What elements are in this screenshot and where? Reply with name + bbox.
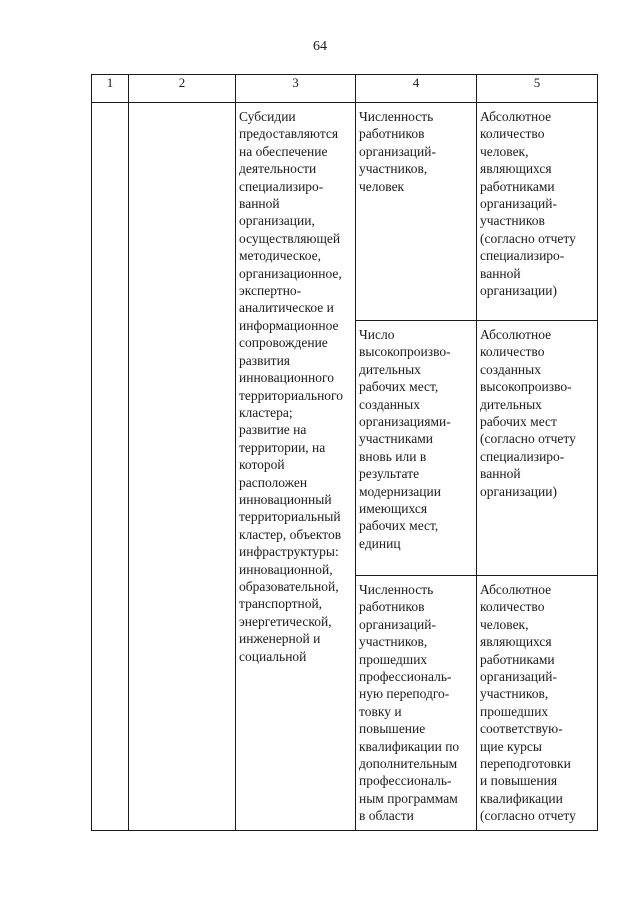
indicator-cell xyxy=(356,321,477,576)
subsidy-purpose-cell xyxy=(236,103,356,831)
column-header-4: 4 xyxy=(356,75,477,103)
table-header-row xyxy=(92,75,598,103)
subsidy-purpose-text: Субсидии предоставляются на обеспечение деятельности специализиро- ванной организации, осуществляющей методическое, организационное, экспертно- аналитическое и информационное сопровождение развития инновационного территориального кластера; развитие на территории, на которой расположен инновационный территориальный кластер, объектов инфраструктуры: инновационной, образовательной, транспортной, энергетической, инженерной и социальной xyxy=(239,109,343,664)
column-2-cell xyxy=(129,103,236,831)
method-cell xyxy=(477,576,598,831)
column-header-3: 3 xyxy=(236,75,356,103)
method-text: Абсолютное количество человек, являющихся работниками организаций- участников, прошедших соответствую- щие курсы переподготовки и повышения квалификации (согласно отчету xyxy=(480,582,576,824)
table-row xyxy=(92,103,598,321)
column-1-cell xyxy=(92,103,129,831)
column-header-2: 2 xyxy=(129,75,236,103)
indicator-text: Число высокопроизво- дительных рабочих мест, созданных организациями- участниками вновь или в результате модернизации имеющихся рабочих мест, единиц xyxy=(359,327,451,551)
method-cell xyxy=(477,321,598,576)
column-header-1: 1 xyxy=(92,75,129,103)
indicators-table xyxy=(91,74,598,831)
indicator-cell xyxy=(356,576,477,831)
method-cell xyxy=(477,103,598,321)
method-text: Абсолютное количество созданных высокопроизво- дительных рабочих мест (согласно отчету специализиро- ванной организации) xyxy=(480,327,576,499)
indicator-cell xyxy=(356,103,477,321)
column-header-5: 5 xyxy=(477,75,598,103)
indicator-text: Численность работников организаций- участников, прошедших профессиональ- ную переподго- товку и повышение квалификации по дополнительным профессиональ- ным программам в области xyxy=(359,582,460,824)
page-number: 64 xyxy=(313,39,327,54)
method-text: Абсолютное количество человек, являющихся работниками организаций- участников (согласно отчету специализиро- ванной организации) xyxy=(480,109,576,299)
indicator-text: Численность работников организаций- участников, человек xyxy=(359,109,436,194)
